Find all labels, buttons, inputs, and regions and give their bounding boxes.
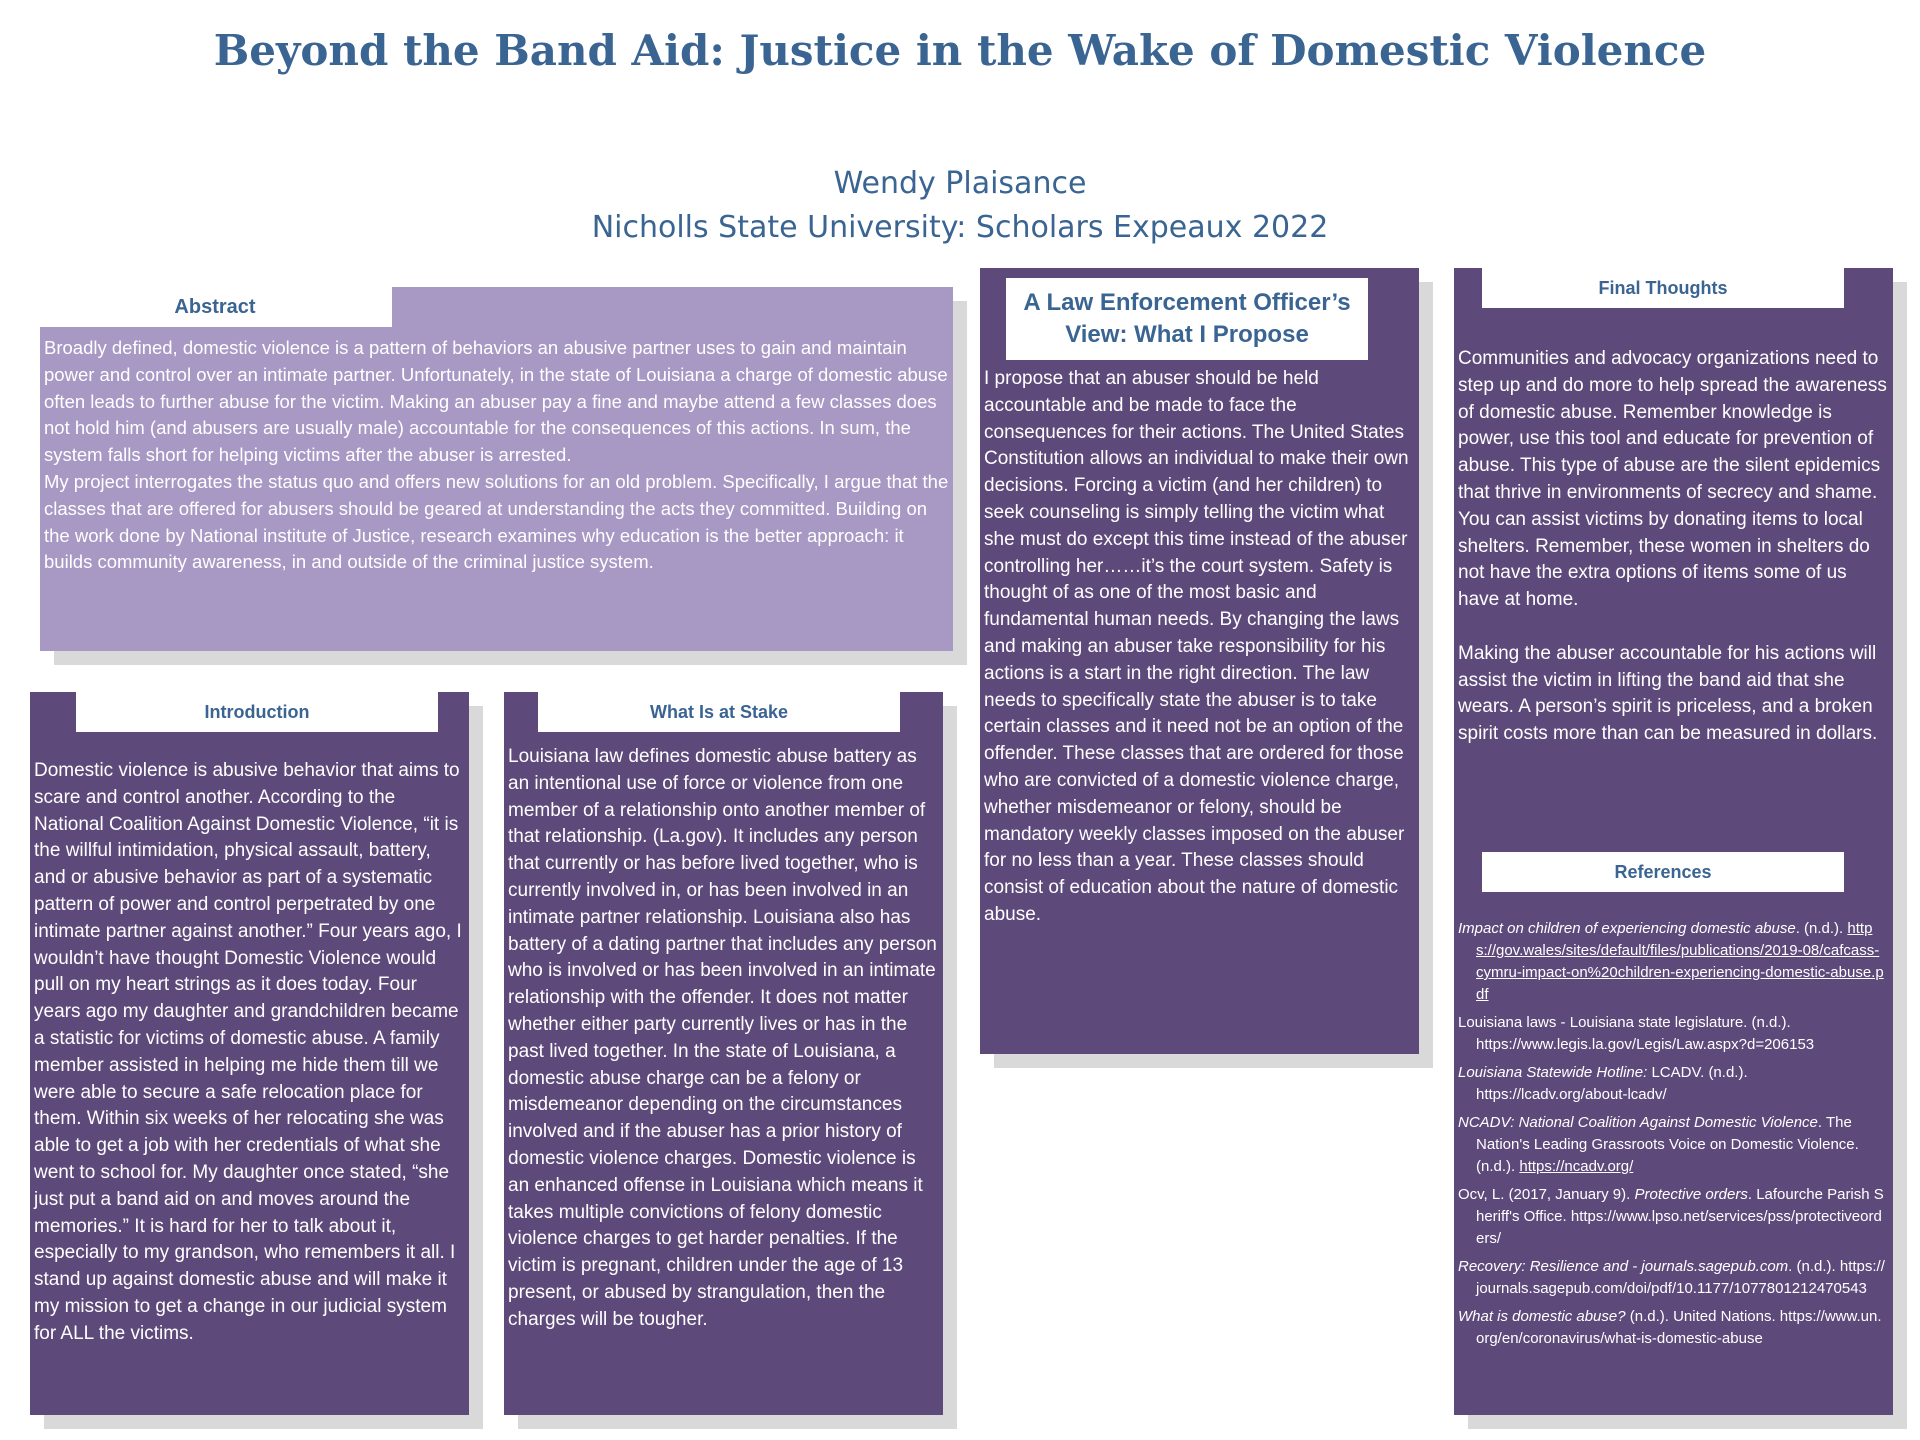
poster-title: Beyond the Band Aid: Justice in the Wake of Domestic Violence — [213, 26, 1707, 75]
stake-text: Louisiana law defines domestic abuse battery as an intentional use of force or violence from one member of a relationship onto another member of that relationship. (La.gov). It includes any person that currently or has before lived together, who is currently involved in, or has been involved in an intimate partner relationship. Louisiana also has battery of a dating partner that includes any person who is involved or has been involved in an intimate relationship with the offender. It does not matter whether either party currently lives or has in the past lived together. In the state of Louisiana, a domestic abuse charge can be a felony or misdemeanor depending on the circumstances involved and if the abuser has a prior history of domestic violence charges. Domestic violence is an enhanced offense in Louisiana which means it takes multiple convictions of felony domestic violence charges to get harder penalties. If the victim is pregnant, children under the age of 13 present, or abused by strangulation, then the charges will be tougher. — [508, 746, 937, 1330]
reference-item: Recovery: Resilience and - journals.sagepub.com. (n.d.). https://journals.sagepub.com/doi/pdf/10.1177/1077801212470543 — [1458, 1258, 1885, 1297]
reference-item: Louisiana laws - Louisiana state legislature. (n.d.). https://www.legis.la.gov/Legis/Law.aspx?d=206153 — [1458, 1014, 1815, 1053]
final-thoughts-heading: Final Thoughts — [1482, 268, 1844, 308]
stake-panel — [504, 692, 943, 1415]
introduction-heading: Introduction — [76, 692, 438, 732]
affiliation: Nicholls State University: Scholars Expeaux 2022 — [591, 210, 1329, 245]
introduction-panel — [30, 692, 469, 1415]
reference-item: Impact on children of experiencing domestic abuse. (n.d.). https://gov.wales/sites/default/files/publications/2019-08/cafcass-cymru-impact-on%20children-experiencing-domestic-abuse.pdf — [1458, 920, 1884, 1003]
reference-link[interactable]: https://gov.wales/sites/default/files/publications/2019-08/cafcass-cymru-impact-on%20children-experiencing-domestic-abuse.pdf — [1476, 920, 1884, 1003]
introduction-text: Domestic violence is abusive behavior that aims to scare and control another. According to the National Coalition Against Domestic Violence, “it is the willful intimidation, physical assault, battery, and or abusive behavior as part of a systematic pattern of power and control perpetrated by one intimate partner against another.” Four years ago, I wouldn’t have thought Domestic Violence would pull on my heart strings as it does today. Four years ago my daughter and grandchildren became a statistic for victims of domestic abuse. A family member assisted in helping me hide them till we were able to secure a safe relocation place for them. Within six weeks of her relocating she was able to get a job with her credentials of what she went to school for. My daughter once stated, “she just put a band aid on and moves around the memories.” It is hard for her to talk about it, especially to my grandson, who remembers it all. I stand up against domestic abuse and will make it my mission to get a change in our judicial system for ALL the victims. — [34, 760, 462, 1344]
abstract-heading: Abstract — [38, 287, 392, 327]
reference-link[interactable]: https://ncadv.org/ — [1519, 1158, 1634, 1175]
final-thoughts-text: Communities and advocacy organizations need to step up and do more to help spread the awareness of domestic abuse. Remember knowledge is power, use this tool and educate for prevention of abuse. This type of abuse are the silent epidemics that thrive in environments of secrecy and shame. You can assist victims by donating items to local shelters. Remember, these women in shelters do not have the extra options of items some of us have at home. Making the abuser accountable for his actions will assist the victim in lifting the band aid that she wears. A person’s spirit is priceless, and a broken spirit costs more than can be measured in dollars. — [1458, 348, 1887, 745]
abstract-text: Broadly defined, domestic violence is a pattern of behaviors an abusive partner uses to gain and maintain power and control over an intimate partner. Unfortunately, in the state of Louisiana a charge of domestic abuse often leads to further abuse for the victim. Making an abuser pay a fine and maybe attend a few classes does not hold him (and abusers are usually male) accountable for the consequences of this actions. In sum, the system falls short for helping victims after the abuser is arrested. My project interrogates the status quo and offers new solutions for an old problem. Specifically, I argue that the classes that are offered for abusers should be geared at understanding the acts they committed. Building on the work done by National institute of Justice, research examines why education is the better approach: it builds community awareness, in and outside of the criminal justice system. — [44, 337, 949, 573]
reference-item: NCADV: National Coalition Against Domestic Violence. The Nation's Leading Grassroots Voice on Domestic Violence. (n.d.). https://ncadv.org/ — [1458, 1114, 1859, 1175]
references-heading: References — [1482, 852, 1844, 892]
reference-item: Louisiana Statewide Hotline: LCADV. (n.d.). https://lcadv.org/about-lcadv/ — [1458, 1064, 1748, 1103]
reference-item: Ocv, L. (2017, January 9). Protective orders. Lafourche Parish Sheriff's Office. https://www.lpso.net/services/pss/protectiveorders/ — [1458, 1186, 1884, 1247]
proposal-panel — [980, 268, 1419, 1054]
proposal-heading: A Law Enforcement Officer’s View: What I Propose — [1006, 278, 1368, 360]
reference-item: What is domestic abuse? (n.d.). United Nations. https://www.un.org/en/coronavirus/what-is-domestic-abuse — [1458, 1308, 1882, 1347]
stake-heading: What Is at Stake — [538, 692, 900, 732]
abstract-panel — [40, 287, 953, 651]
final-thoughts-panel — [1454, 268, 1893, 1415]
proposal-text: I propose that an abuser should be held accountable and be made to face the consequences for their actions. The United States Constitution allows an individual to make their own decisions. Forcing a victim (and her children) to seek counseling is simply telling the victim what she must do except this time instead of the abuser controlling her……it’s the court system. Safety is thought of as one of the most basic and fundamental human needs. By changing the laws and making an abuser take responsibility for his actions is a start in the right direction. The law needs to specifically state the abuser is to take certain classes and it need not be an option of the offender. These classes that are ordered for those who are convicted of a domestic violence charge, whether misdemeanor or felony, should be mandatory weekly classes imposed on the abuser for no less than a year. These classes should consist of education about the nature of domestic abuse. — [984, 368, 1409, 925]
author-name: Wendy Plaisance — [833, 166, 1087, 201]
references-list — [1458, 918, 1886, 1356]
